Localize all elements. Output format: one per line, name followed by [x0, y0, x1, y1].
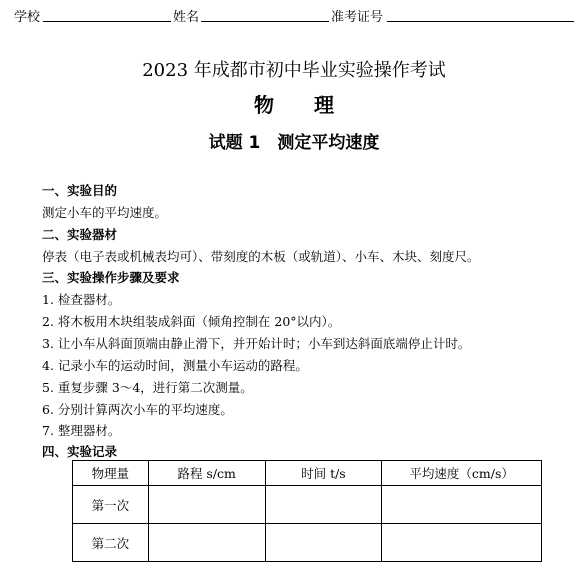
exam-id-label: 准考证号	[331, 10, 384, 25]
school-blank[interactable]	[43, 21, 171, 22]
speed-cell[interactable]	[382, 486, 542, 524]
step-item: 6. 分别计算两次小车的平均速度。	[42, 402, 233, 417]
speed-cell[interactable]	[382, 524, 542, 562]
step-item: 5. 重复步骤 3～4，进行第二次测量。	[42, 380, 253, 395]
name-blank[interactable]	[201, 21, 329, 22]
time-cell[interactable]	[265, 486, 382, 524]
table-row	[73, 524, 542, 562]
table-header-row	[73, 461, 542, 486]
subject-title: 物 理	[254, 93, 334, 117]
school-label: 学校	[14, 10, 41, 25]
step-item: 4. 记录小车的运动时间，测量小车运动的路程。	[42, 358, 308, 373]
exam-title: 2023 年成都市初中毕业实验操作考试	[142, 60, 446, 81]
step-item: 2. 将木板用木块组装成斜面（倾角控制在 20°以内）。	[42, 314, 341, 329]
purpose-heading: 一、实验目的	[42, 183, 118, 198]
purpose-text: 测定小车的平均速度。	[42, 205, 168, 220]
equipment-heading: 二、实验器材	[42, 227, 118, 242]
table-row	[73, 486, 542, 524]
step-item: 7. 整理器材。	[42, 423, 121, 438]
exam-id-blank[interactable]	[387, 21, 574, 22]
step-item: 3. 让小车从斜面顶端由静止滑下，并开始计时；小车到达斜面底端停止计时。	[42, 336, 471, 351]
header-speed: 平均速度（cm/s）	[382, 461, 542, 486]
header-distance: 路程 s/cm	[148, 461, 265, 486]
steps-heading: 三、实验操作步骤及要求	[42, 270, 180, 285]
distance-cell[interactable]	[148, 524, 265, 562]
record-heading: 四、实验记录	[42, 444, 118, 459]
row-label: 第二次	[73, 524, 149, 562]
name-label: 姓名	[173, 10, 200, 25]
distance-cell[interactable]	[148, 486, 265, 524]
equipment-text: 停表（电子表或机械表均可）、带刻度的木板（或轨道）、小车、木块、刻度尺。	[42, 249, 480, 264]
time-cell[interactable]	[265, 524, 382, 562]
step-item: 1. 检查器材。	[42, 292, 121, 307]
header-time: 时间 t/s	[265, 461, 382, 486]
row-label: 第一次	[73, 486, 149, 524]
record-table	[72, 460, 542, 562]
question-title: 试题 1 测定平均速度	[208, 133, 380, 153]
header-quantity: 物理量	[73, 461, 149, 486]
